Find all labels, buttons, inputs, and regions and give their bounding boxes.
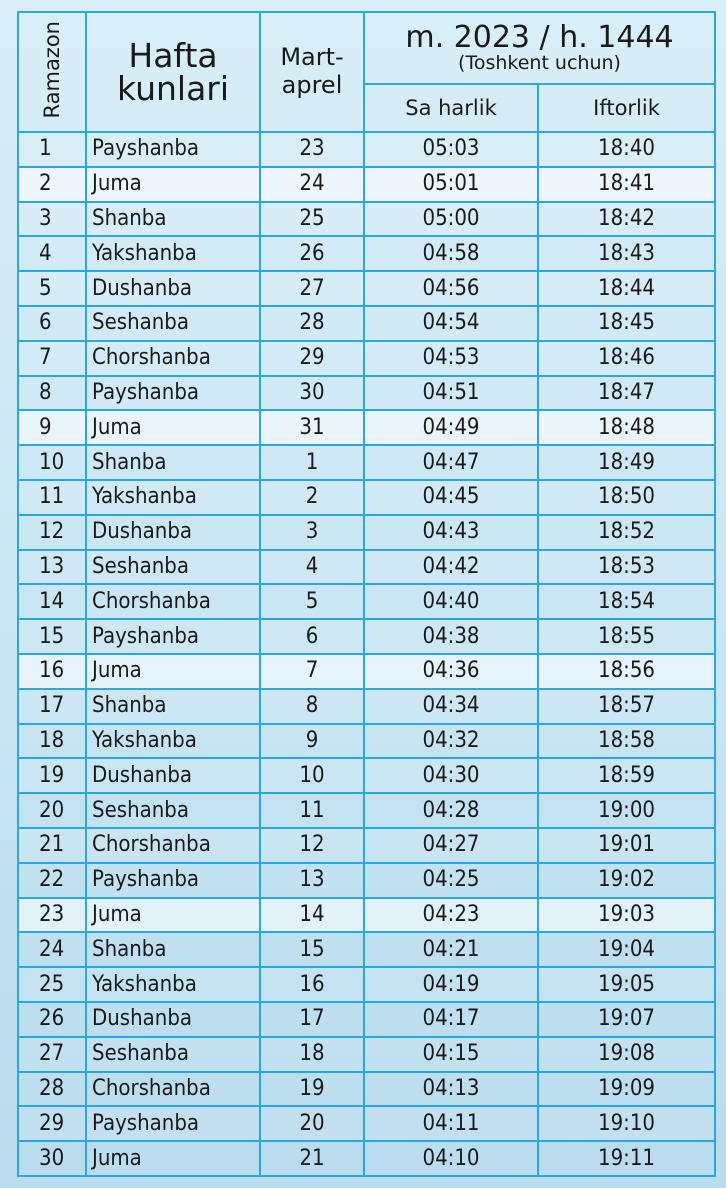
- weekday: Shanba: [86, 202, 260, 237]
- table-row: [18, 236, 715, 271]
- day-number: 22: [18, 863, 86, 898]
- header-iftorlik: Iftorlik: [538, 84, 715, 132]
- header-city-label: (Toshkent uchun): [458, 51, 621, 74]
- header-month-line1: Mart-: [280, 43, 344, 72]
- calendar-date: 13: [260, 863, 364, 898]
- calendar-date: 24: [260, 167, 364, 202]
- table-row: [18, 515, 715, 550]
- iftorlik-time: 18:44: [538, 271, 715, 306]
- iftorlik-time: 19:02: [538, 863, 715, 898]
- table-row: [18, 132, 715, 167]
- iftorlik-time: 18:58: [538, 724, 715, 759]
- table-row: [18, 410, 715, 445]
- calendar-date: 31: [260, 410, 364, 445]
- table-row: [18, 793, 715, 828]
- iftorlik-time: 19:04: [538, 932, 715, 967]
- calendar-date: 6: [260, 619, 364, 654]
- day-number: 9: [18, 410, 86, 445]
- day-number: 28: [18, 1072, 86, 1107]
- weekday: Dushanba: [86, 1002, 260, 1037]
- iftorlik-time: 18:49: [538, 445, 715, 480]
- saharlik-time: 04:19: [364, 967, 538, 1002]
- calendar-date: 10: [260, 758, 364, 793]
- saharlik-time: 04:45: [364, 480, 538, 515]
- day-number: 21: [18, 828, 86, 863]
- table-row: [18, 202, 715, 237]
- weekday: Yakshanba: [86, 724, 260, 759]
- header-weekday-line2: kunlari: [116, 69, 230, 108]
- weekday: Chorshanba: [86, 1072, 260, 1107]
- calendar-date: 15: [260, 932, 364, 967]
- table-row: [18, 654, 715, 689]
- weekday: Juma: [86, 1141, 260, 1176]
- table-row: [18, 306, 715, 341]
- iftorlik-time: 18:52: [538, 515, 715, 550]
- day-number: 8: [18, 376, 86, 411]
- weekday: Juma: [86, 654, 260, 689]
- saharlik-time: 04:53: [364, 341, 538, 376]
- weekday: Juma: [86, 898, 260, 933]
- saharlik-time: 04:30: [364, 758, 538, 793]
- iftorlik-time: 18:59: [538, 758, 715, 793]
- saharlik-time: 04:25: [364, 863, 538, 898]
- calendar-date: 17: [260, 1002, 364, 1037]
- day-number: 29: [18, 1106, 86, 1141]
- header-weekday: [86, 12, 260, 132]
- calendar-date: 27: [260, 271, 364, 306]
- iftorlik-time: 19:01: [538, 828, 715, 863]
- iftorlik-time: 18:42: [538, 202, 715, 237]
- weekday: Payshanba: [86, 619, 260, 654]
- table-row: [18, 689, 715, 724]
- iftorlik-time: 18:47: [538, 376, 715, 411]
- iftorlik-time: 18:56: [538, 654, 715, 689]
- weekday: Seshanba: [86, 1037, 260, 1072]
- day-number: 10: [18, 445, 86, 480]
- weekday: Juma: [86, 167, 260, 202]
- table-row: [18, 341, 715, 376]
- iftorlik-time: 19:00: [538, 793, 715, 828]
- calendar-date: 16: [260, 967, 364, 1002]
- iftorlik-time: 18:50: [538, 480, 715, 515]
- iftorlik-time: 19:11: [538, 1141, 715, 1176]
- weekday: Seshanba: [86, 306, 260, 341]
- saharlik-time: 04:49: [364, 410, 538, 445]
- saharlik-time: 04:32: [364, 724, 538, 759]
- saharlik-time: 04:28: [364, 793, 538, 828]
- header-ramazon-label: Ramazon: [39, 21, 64, 119]
- iftorlik-time: 18:55: [538, 619, 715, 654]
- calendar-date: 5: [260, 584, 364, 619]
- day-number: 5: [18, 271, 86, 306]
- iftorlik-time: 18:54: [538, 584, 715, 619]
- saharlik-time: 04:51: [364, 376, 538, 411]
- table-row: [18, 271, 715, 306]
- saharlik-time: 04:34: [364, 689, 538, 724]
- day-number: 15: [18, 619, 86, 654]
- saharlik-time: 04:15: [364, 1037, 538, 1072]
- day-number: 16: [18, 654, 86, 689]
- iftorlik-time: 18:43: [538, 236, 715, 271]
- day-number: 26: [18, 1002, 86, 1037]
- table-row: [18, 445, 715, 480]
- table-row: [18, 967, 715, 1002]
- weekday: Seshanba: [86, 550, 260, 585]
- calendar-date: 21: [260, 1141, 364, 1176]
- iftorlik-time: 19:07: [538, 1002, 715, 1037]
- header-month-line2: aprel: [281, 71, 343, 99]
- day-number: 4: [18, 236, 86, 271]
- saharlik-time: 04:40: [364, 584, 538, 619]
- weekday: Chorshanba: [86, 584, 260, 619]
- calendar-date: 28: [260, 306, 364, 341]
- day-number: 3: [18, 202, 86, 237]
- calendar-date: 23: [260, 132, 364, 167]
- weekday: Yakshanba: [86, 967, 260, 1002]
- saharlik-time: 04:23: [364, 898, 538, 933]
- saharlik-time: 05:00: [364, 202, 538, 237]
- day-number: 19: [18, 758, 86, 793]
- iftorlik-time: 18:57: [538, 689, 715, 724]
- weekday: Chorshanba: [86, 341, 260, 376]
- table-row: [18, 584, 715, 619]
- saharlik-time: 04:36: [364, 654, 538, 689]
- saharlik-time: 04:47: [364, 445, 538, 480]
- table-row: [18, 1002, 715, 1037]
- weekday: Payshanba: [86, 1106, 260, 1141]
- calendar-date: 8: [260, 689, 364, 724]
- table-row: [18, 1106, 715, 1141]
- table-row: [18, 828, 715, 863]
- timetable-body: [18, 132, 715, 1176]
- table-row: [18, 376, 715, 411]
- day-number: 7: [18, 341, 86, 376]
- iftorlik-time: 18:53: [538, 550, 715, 585]
- iftorlik-time: 19:08: [538, 1037, 715, 1072]
- weekday: Yakshanba: [86, 236, 260, 271]
- saharlik-time: 04:13: [364, 1072, 538, 1107]
- header-month: [260, 12, 364, 132]
- weekday: Dushanba: [86, 515, 260, 550]
- day-number: 27: [18, 1037, 86, 1072]
- ramadan-timetable: [17, 11, 714, 1177]
- table-row: [18, 1072, 715, 1107]
- iftorlik-time: 18:48: [538, 410, 715, 445]
- saharlik-time: 05:03: [364, 132, 538, 167]
- saharlik-time: 04:56: [364, 271, 538, 306]
- header-saharlik: Sa harlik: [364, 84, 538, 132]
- saharlik-time: 04:17: [364, 1002, 538, 1037]
- saharlik-time: 04:21: [364, 932, 538, 967]
- weekday: Yakshanba: [86, 480, 260, 515]
- day-number: 12: [18, 515, 86, 550]
- header-year-label: m. 2023 / h. 1444: [405, 19, 674, 55]
- weekday: Payshanba: [86, 132, 260, 167]
- iftorlik-time: 19:09: [538, 1072, 715, 1107]
- saharlik-time: 04:54: [364, 306, 538, 341]
- saharlik-time: 05:01: [364, 167, 538, 202]
- table-row: [18, 758, 715, 793]
- weekday: Dushanba: [86, 758, 260, 793]
- iftorlik-time: 18:46: [538, 341, 715, 376]
- calendar-date: 26: [260, 236, 364, 271]
- iftorlik-time: 18:41: [538, 167, 715, 202]
- iftorlik-time: 19:03: [538, 898, 715, 933]
- table-row: [18, 480, 715, 515]
- saharlik-time: 04:43: [364, 515, 538, 550]
- calendar-date: 18: [260, 1037, 364, 1072]
- weekday: Payshanba: [86, 863, 260, 898]
- saharlik-time: 04:10: [364, 1141, 538, 1176]
- saharlik-time: 04:42: [364, 550, 538, 585]
- day-number: 23: [18, 898, 86, 933]
- calendar-date: 25: [260, 202, 364, 237]
- calendar-date: 2: [260, 480, 364, 515]
- table-row: [18, 1037, 715, 1072]
- calendar-date: 1: [260, 445, 364, 480]
- iftorlik-time: 19:05: [538, 967, 715, 1002]
- header-ramazon: [18, 12, 86, 132]
- day-number: 11: [18, 480, 86, 515]
- calendar-date: 4: [260, 550, 364, 585]
- timetable: [17, 11, 716, 1177]
- calendar-date: 14: [260, 898, 364, 933]
- day-number: 20: [18, 793, 86, 828]
- weekday: Shanba: [86, 689, 260, 724]
- calendar-date: 11: [260, 793, 364, 828]
- iftorlik-time: 18:45: [538, 306, 715, 341]
- calendar-date: 7: [260, 654, 364, 689]
- saharlik-time: 04:38: [364, 619, 538, 654]
- iftorlik-time: 18:40: [538, 132, 715, 167]
- calendar-date: 3: [260, 515, 364, 550]
- day-number: 14: [18, 584, 86, 619]
- day-number: 25: [18, 967, 86, 1002]
- weekday: Chorshanba: [86, 828, 260, 863]
- table-row: [18, 863, 715, 898]
- saharlik-time: 04:11: [364, 1106, 538, 1141]
- weekday: Juma: [86, 410, 260, 445]
- calendar-date: 9: [260, 724, 364, 759]
- table-row: [18, 1141, 715, 1176]
- weekday: Shanba: [86, 932, 260, 967]
- weekday: Payshanba: [86, 376, 260, 411]
- weekday: Shanba: [86, 445, 260, 480]
- day-number: 6: [18, 306, 86, 341]
- saharlik-time: 04:27: [364, 828, 538, 863]
- table-row: [18, 167, 715, 202]
- day-number: 30: [18, 1141, 86, 1176]
- table-row: [18, 932, 715, 967]
- day-number: 13: [18, 550, 86, 585]
- saharlik-time: 04:58: [364, 236, 538, 271]
- calendar-date: 30: [260, 376, 364, 411]
- calendar-date: 20: [260, 1106, 364, 1141]
- table-row: [18, 898, 715, 933]
- table-row: [18, 724, 715, 759]
- weekday: Seshanba: [86, 793, 260, 828]
- weekday: Dushanba: [86, 271, 260, 306]
- header-year: [364, 12, 715, 84]
- calendar-date: 12: [260, 828, 364, 863]
- day-number: 18: [18, 724, 86, 759]
- day-number: 24: [18, 932, 86, 967]
- calendar-date: 29: [260, 341, 364, 376]
- day-number: 17: [18, 689, 86, 724]
- calendar-date: 19: [260, 1072, 364, 1107]
- table-row: [18, 550, 715, 585]
- iftorlik-time: 19:10: [538, 1106, 715, 1141]
- header-weekday-line1: Hafta: [128, 36, 218, 75]
- day-number: 1: [18, 132, 86, 167]
- day-number: 2: [18, 167, 86, 202]
- table-row: [18, 619, 715, 654]
